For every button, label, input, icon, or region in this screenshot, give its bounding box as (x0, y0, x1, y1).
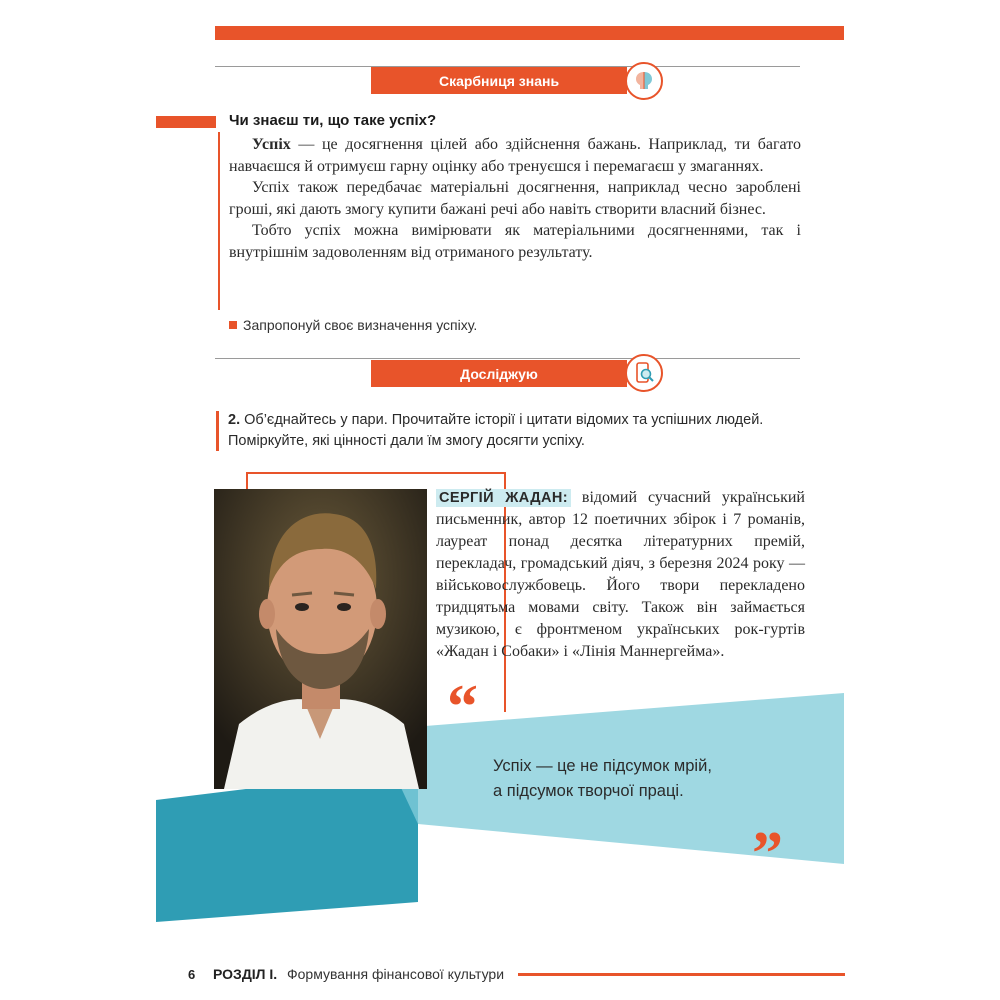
bullet-task: Запропонуй своє визначення успіху. (243, 317, 478, 333)
bio-text: відомий сучасний український письменник, автор 12 поетичних збірок і 7 романів, лауреат понад десятка літературних премій, перекладач, громадський діяч, з березня 2024 року — військовослужбовець. Його твори перекладено тридцятьма мовами світу. Також він займається музикою, є фронтменом українських рок-гуртів «Жадан і Собаки» і «Лінія Маннергейма». (436, 489, 805, 660)
quote-line-2: а підсумок творчої праці. (493, 782, 684, 800)
footer-accent-line (518, 973, 845, 976)
quote-open-mark: “ (447, 673, 478, 741)
quote-text (493, 754, 712, 804)
footer-chapter: РОЗДІЛ І. (213, 966, 278, 982)
bio-name: СЕРГІЙ ЖАДАН: (436, 489, 571, 507)
bio-paragraph (436, 487, 805, 663)
task-number: 2. (228, 412, 241, 428)
task-text: Об’єднайтесь у пари. Прочитайте історії і цитати відомих та успішних людей. Поміркуйте, які цінності дали їм змогу досягти успіху. (228, 412, 764, 449)
quote-background-dark (156, 768, 418, 922)
portrait-photo (214, 489, 427, 789)
quote-line-1: Успіх — це не підсумок мрій, (493, 757, 712, 775)
footer-title: Формування фінансової культури (287, 966, 505, 982)
page-number: 6 (188, 967, 196, 982)
term-success: Успіх (252, 136, 291, 153)
paragraph-material: Успіх також передбачає матеріальні досягнення, наприклад чесно зароблені гроші, які дають змогу купити бажані речі або навіть створити власний бізнес. (229, 179, 801, 218)
quote-close-mark: ” (752, 820, 783, 888)
section-title-research: Досліджую (371, 360, 627, 387)
definition-text: — це досягнення цілей або здійснення бажань. Наприклад, ти багато навчаєшся й отримуєш гарну оцінку або тренуєшся і перемагаєш у змаганнях. (229, 136, 801, 175)
paragraph-summary: Тобто успіх можна вимірювати як матеріальними досягненнями, так і внутрішнім задоволенням від отриманого результату. (229, 222, 801, 261)
question-title: Чи знаєш ти, що таке успіх? (229, 112, 437, 129)
section-title-knowledge: Скарбниця знань (371, 67, 627, 94)
